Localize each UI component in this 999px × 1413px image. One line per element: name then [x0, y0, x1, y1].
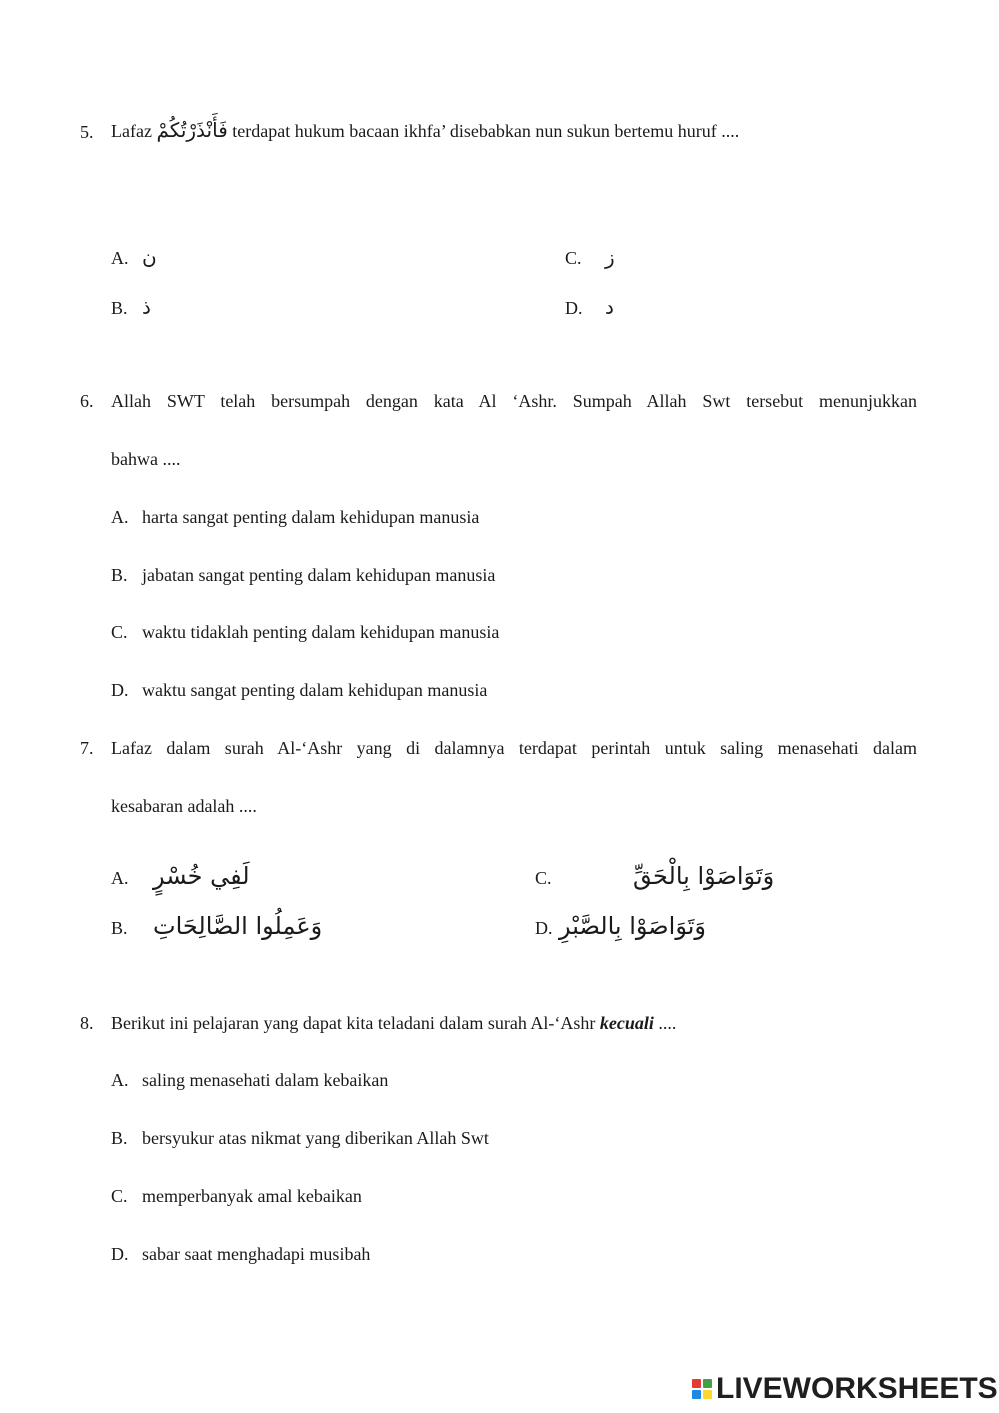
logo-text: LIVEWORKSHEETS: [716, 1372, 998, 1405]
option-b[interactable]: [111, 565, 495, 586]
option-text: وَتَوَاصَوْا بِالْحَقِّ: [633, 862, 775, 890]
logo-square-icon: [692, 1379, 701, 1388]
option-label: A.: [111, 868, 129, 888]
stem-suffix: terdapat hukum bacaan ikhfa’ disebabkan nun sukun bertemu huruf ....: [232, 121, 740, 141]
arabic-word: فَأَنْذَرْتُكُمْ: [156, 118, 228, 142]
option-label: D.: [535, 918, 553, 938]
option-label: B.: [111, 298, 128, 318]
option-text: د: [605, 295, 614, 319]
option-a[interactable]: [111, 507, 479, 528]
option-a[interactable]: [111, 245, 157, 269]
option-a[interactable]: [111, 862, 250, 890]
option-label: B.: [111, 1128, 128, 1148]
option-c[interactable]: [565, 245, 615, 269]
option-b[interactable]: [111, 1128, 489, 1149]
option-label: C.: [565, 248, 582, 268]
option-label: C.: [111, 1186, 128, 1206]
question-number: 7.: [80, 738, 94, 758]
question-stem-line-2: kesabaran adalah ....: [111, 796, 257, 816]
option-text: وَعَمِلُوا الصَّالِحَاتِ: [153, 912, 323, 940]
option-text: harta sangat penting dalam kehidupan manusia: [142, 507, 480, 527]
option-label: D.: [111, 680, 129, 700]
option-b[interactable]: [111, 295, 151, 319]
option-c[interactable]: [535, 862, 774, 890]
logo-square-icon: [692, 1390, 701, 1399]
option-text: saling menasehati dalam kebaikan: [142, 1070, 389, 1090]
option-text: ذ: [142, 295, 151, 319]
option-label: C.: [535, 868, 552, 888]
question-number: 5.: [80, 122, 94, 142]
question-stem: [111, 118, 739, 142]
option-b[interactable]: [111, 912, 322, 940]
question-stem: [111, 1013, 676, 1034]
option-label: D.: [565, 298, 583, 318]
option-text: ز: [605, 245, 615, 269]
option-d[interactable]: [111, 680, 487, 701]
option-d[interactable]: [535, 912, 706, 940]
option-label: A.: [111, 507, 129, 527]
option-label: B.: [111, 918, 128, 938]
logo-square-icon: [703, 1390, 712, 1399]
option-d[interactable]: [565, 295, 614, 319]
option-text: ن: [142, 245, 157, 269]
option-label: A.: [111, 1070, 129, 1090]
option-d[interactable]: [111, 1244, 370, 1265]
option-text: memperbanyak amal kebaikan: [142, 1186, 362, 1206]
option-label: A.: [111, 248, 129, 268]
option-label: B.: [111, 565, 128, 585]
option-text: bersyukur atas nikmat yang diberikan Allah Swt: [142, 1128, 489, 1148]
stem-emphasis: kecuali: [599, 1013, 654, 1033]
question-number: 8.: [80, 1013, 94, 1033]
question-stem-line-2: bahwa ....: [111, 449, 181, 469]
logo-square-icon: [703, 1379, 712, 1388]
option-text: jabatan sangat penting dalam kehidupan manusia: [142, 565, 496, 585]
option-text: waktu tidaklah penting dalam kehidupan manusia: [142, 622, 500, 642]
question-number: 6.: [80, 391, 94, 411]
option-label: C.: [111, 622, 128, 642]
stem-tail: ....: [658, 1013, 677, 1033]
option-c[interactable]: [111, 1186, 362, 1207]
option-text: لَفِي خُسْرٍ: [153, 862, 250, 890]
option-text: وَتَوَاصَوْا بِالصَّبْرِ: [559, 912, 707, 940]
liveworksheets-logo: [692, 1372, 998, 1406]
stem-text: Berikut ini pelajaran yang dapat kita teladani dalam surah Al-‘Ashr: [111, 1013, 596, 1033]
option-label: D.: [111, 1244, 129, 1264]
option-c[interactable]: [111, 622, 499, 643]
option-text: waktu sangat penting dalam kehidupan manusia: [142, 680, 488, 700]
stem-prefix: Lafaz: [111, 121, 152, 141]
option-a[interactable]: [111, 1070, 388, 1091]
question-stem-line-1: Allah SWT telah bersumpah dengan kata Al ‘Ashr. Sumpah Allah Swt tersebut menunjukkan: [111, 391, 917, 411]
option-text: sabar saat menghadapi musibah: [142, 1244, 371, 1264]
question-stem-line-1: Lafaz dalam surah Al-‘Ashr yang di dalamnya terdapat perintah untuk saling menasehati dalam: [111, 738, 917, 758]
liveworksheets-icon: [692, 1379, 712, 1399]
